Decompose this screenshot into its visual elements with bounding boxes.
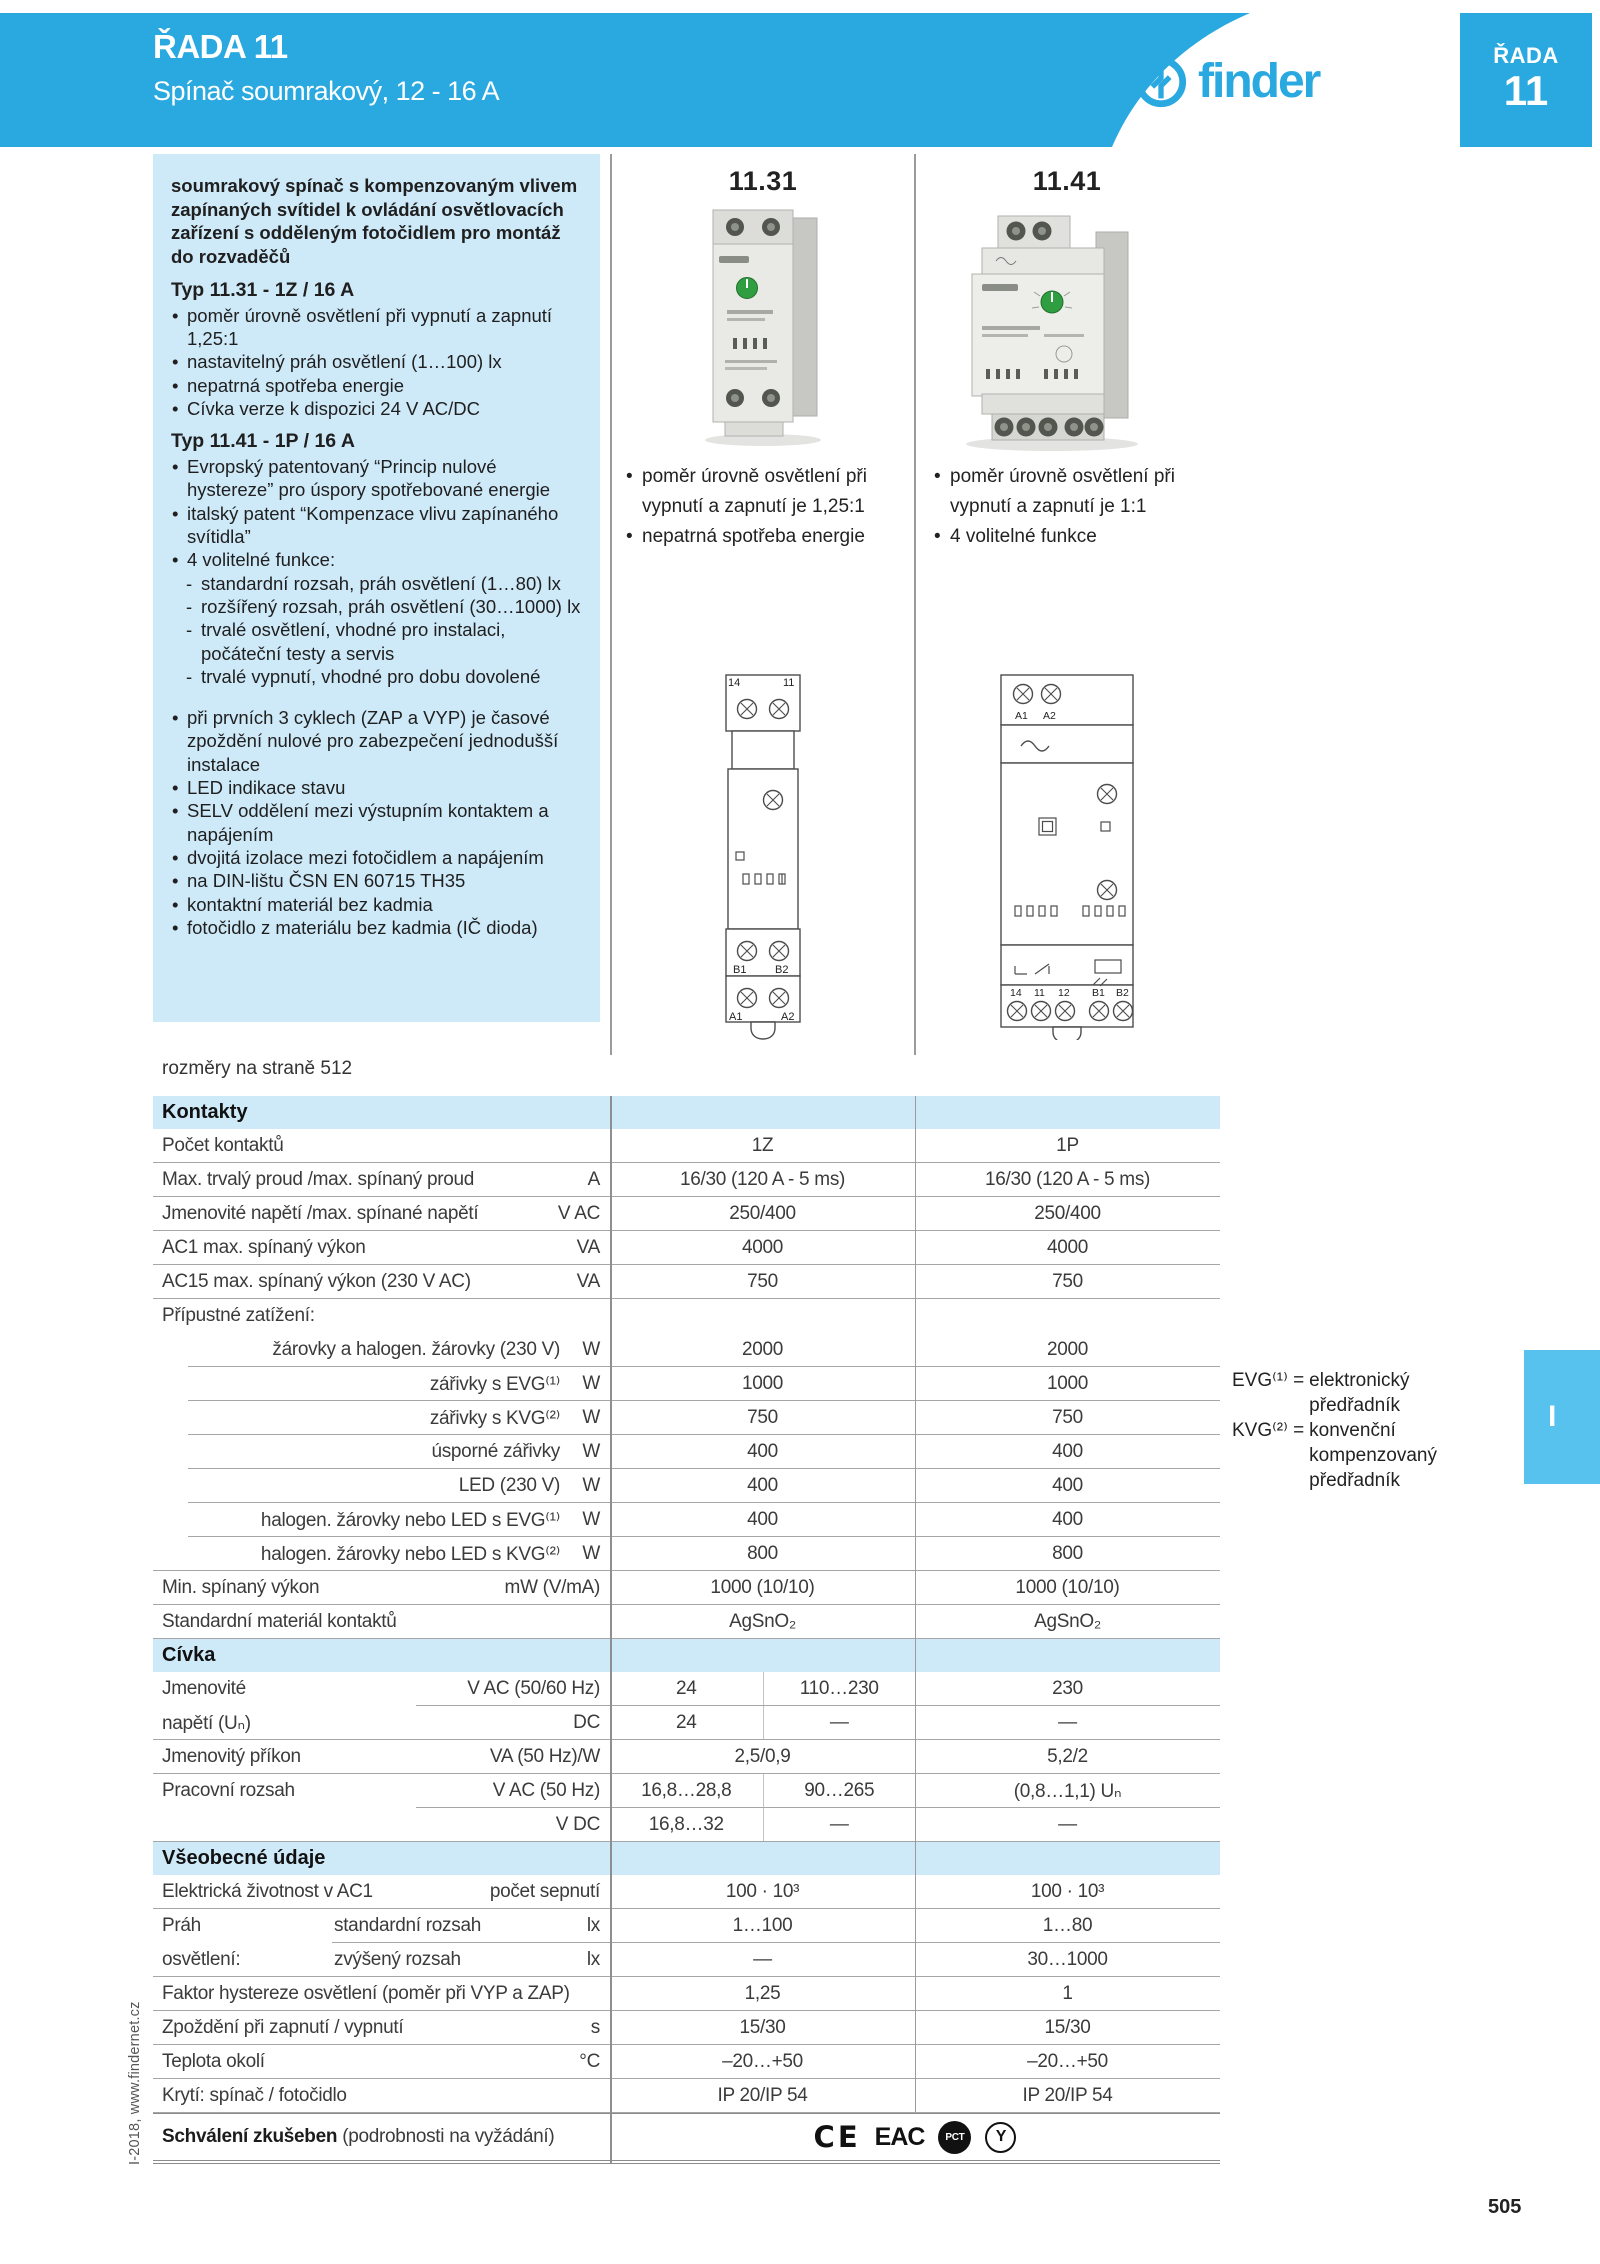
table-row (153, 1367, 1220, 1401)
terminal-label: B1 (733, 964, 747, 976)
table-cell: 250/400 (1034, 1203, 1101, 1224)
intro-item: - standardní rozsah, práh osvětlení (1…80) lx (171, 572, 586, 595)
pct-mark (938, 2121, 971, 2154)
row-unit: V AC (557, 1203, 600, 1224)
row-unit: W (582, 1441, 600, 1462)
intro-list (171, 304, 586, 420)
row-unit: V AC (50 Hz) (492, 1780, 600, 1801)
intro-item: • fotočidlo z materiálu bez kadmia (IČ dioda) (171, 916, 586, 939)
row-label-zone (153, 1537, 610, 1571)
row-label: Teplota okolí (162, 2051, 265, 2072)
table-cell: 4000 (1046, 1237, 1089, 1258)
intro-item: • LED indikace stavu (171, 776, 586, 799)
intro-item: • nepatrná spotřeba energie (171, 374, 586, 397)
intro-item: • SELV oddělení mezi výstupním kontaktem a napájením (171, 799, 586, 846)
row-label-zone (153, 1401, 610, 1435)
table-vertical-rule (610, 1096, 612, 2164)
table-cell: –20…+50 (722, 2051, 803, 2072)
table-cell: 230 (1052, 1678, 1083, 1699)
table-cell: 1000 (10/10) (1015, 1577, 1120, 1598)
row-label-zone (153, 1231, 610, 1265)
table-row (153, 1435, 1220, 1469)
row-unit: DC (573, 1712, 600, 1733)
ballast-term: EVG⁽¹⁾ = (1232, 1370, 1305, 1391)
table-row (153, 1265, 1220, 1299)
page-number: 505 (1488, 2196, 1522, 2218)
row-label: Max. trvalý proud /max. spínaný proud (162, 1169, 475, 1190)
product-bullet: • poměr úrovně osvětlení při vypnutí a zapnutí je 1:1 (933, 462, 1219, 522)
table-row (153, 1909, 1220, 1943)
intro-item: - trvalé vypnutí, vhodné pro dobu dovolené (171, 665, 586, 688)
row-label: Práh (162, 1915, 201, 1936)
table-cell: 1000 (741, 1373, 784, 1394)
column-divider-1 (610, 154, 612, 1055)
intro-item: • 4 volitelné funkce: (171, 548, 586, 571)
table-cell (610, 2114, 1220, 2160)
eac-mark (875, 2123, 925, 2152)
row-label-zone (153, 1672, 610, 1706)
row-label: Schválení zkušeben (162, 2126, 338, 2147)
row-label: Jmenovitý příkon (162, 1746, 301, 1767)
table-cell: 400 (747, 1475, 778, 1496)
intro-list (171, 706, 586, 939)
row-label: Min. spínaný výkon (162, 1577, 320, 1598)
column-divider-2 (914, 154, 916, 1055)
table-cell (915, 1299, 1220, 1333)
table-row (153, 2011, 1220, 2045)
table-cell: AgSnO₂ (1034, 1611, 1101, 1632)
table-cell: 16/30 (120 A - 5 ms) (679, 1169, 846, 1190)
table-row (153, 1875, 1220, 1909)
row-unit: lx (586, 1915, 600, 1936)
table-row (153, 1299, 1220, 1333)
product-model-1141: 11.41 (1032, 166, 1102, 196)
terminal-label: A1 (729, 1011, 743, 1023)
table-cell: 1…100 (732, 1915, 793, 1936)
table-cell: 750 (1052, 1271, 1083, 1292)
table-row (153, 1469, 1220, 1503)
product-bullet: • nepatrná spotřeba energie (625, 522, 911, 552)
ukrsepro-mark (985, 2122, 1016, 2153)
row-label: Počet kontaktů (162, 1135, 284, 1156)
section-header (153, 1639, 1220, 1672)
terminal-label: 11 (783, 677, 795, 689)
table-cell: IP 20/IP 54 (1022, 2085, 1113, 2106)
row-label: Zpoždění při zapnutí / vypnutí (162, 2017, 404, 2038)
row-label: AC15 max. spínaný výkon (230 V AC) (162, 1271, 471, 1292)
product-bullets-1131 (625, 462, 911, 552)
row-label: zářivky s KVG⁽²⁾ (429, 1407, 560, 1429)
table-cell: — (753, 1949, 772, 1970)
brand-logo (1134, 54, 1319, 109)
table-row (153, 2045, 1220, 2079)
row-unit: A (587, 1169, 600, 1190)
table-cell: 750 (747, 1407, 778, 1428)
row-sublabel: standardní rozsah (334, 1915, 481, 1936)
table-row (153, 1672, 1220, 1706)
ballast-def: konvenční kompenzovaný předřadník (1309, 1420, 1437, 1492)
table-cell: 30…1000 (1027, 1949, 1108, 1970)
series-tab (1460, 13, 1592, 147)
table-cell: — (763, 1808, 916, 1842)
table-row (153, 1774, 1220, 1808)
product-bullet: • poměr úrovně osvětlení při vypnutí a zapnutí je 1,25:1 (625, 462, 911, 522)
table-row (153, 1503, 1220, 1537)
row-unit: W (582, 1475, 600, 1496)
terminal-label: 14 (1010, 987, 1022, 999)
row-label: Pracovní rozsah (162, 1780, 295, 1801)
table-cell: 4000 (741, 1237, 784, 1258)
section-title: Cívka (162, 1644, 216, 1666)
row-label-note: (podrobnosti na vyžádání) (342, 2126, 555, 2147)
table-cell: 90…265 (763, 1774, 916, 1808)
terminal-label: B2 (1116, 987, 1129, 999)
section-header (153, 1096, 1220, 1129)
table-cell: 100 · 10³ (725, 1881, 800, 1902)
table-cell: AgSnO₂ (729, 1611, 796, 1632)
row-label-zone (153, 1943, 610, 1977)
table-cell: — (1058, 1814, 1077, 1835)
series-tab-label: ŘADA (1493, 43, 1559, 68)
table-row (153, 1740, 1220, 1774)
table-cell: 16,8…32 (648, 1814, 724, 1835)
row-label-zone (153, 1571, 610, 1605)
table-cell: 750 (1052, 1407, 1083, 1428)
row-label-zone (153, 2114, 610, 2160)
intro-panel (153, 154, 600, 1022)
table-row (153, 1401, 1220, 1435)
terminal-label: B2 (775, 964, 789, 976)
row-unit: mW (V/mA) (504, 1577, 600, 1598)
table-row (153, 1571, 1220, 1605)
intro-item: • na DIN-lištu ČSN EN 60715 TH35 (171, 869, 586, 892)
table-cell: –20…+50 (1027, 2051, 1108, 2072)
table-vertical-rule (915, 1096, 916, 2112)
row-label-zone (153, 1503, 610, 1537)
table-row (153, 1706, 1220, 1740)
intro-item: • Cívka verze k dispozici 24 V AC/DC (171, 397, 586, 420)
table-cell: 1000 (1046, 1373, 1089, 1394)
row-label: Elektrická životnost v AC1 (162, 1881, 373, 1902)
table-row (153, 2079, 1220, 2113)
intro-item: - rozšířený rozsah, práh osvětlení (30…1000) lx (171, 595, 586, 618)
intro-item: • při prvních 3 cyklech (ZAP a VYP) je časové zpoždění nulové pro zabezpečení jednodušší instalace (171, 706, 586, 776)
intro-list (171, 455, 586, 688)
product-bullet: • 4 volitelné funkce (933, 522, 1219, 552)
row-label-zone (153, 1129, 610, 1163)
row-label-zone (153, 1740, 610, 1774)
mark-label: EAC (874, 2122, 925, 2151)
table-cell (610, 1299, 915, 1333)
row-label-zone (153, 2079, 610, 2113)
table-cell: 2000 (741, 1339, 784, 1360)
intro-item: • Evropský patentovaný “Princip nulové hystereze” pro úspory spotřebované energie (171, 455, 586, 502)
table-cell: 750 (747, 1271, 778, 1292)
row-label: žárovky a halogen. žárovky (230 V) (272, 1339, 560, 1360)
page-subtitle: Spínač soumrakový, 12 - 16 A (153, 76, 500, 106)
intro-item: • nastavitelný práh osvětlení (1…100) lx (171, 350, 586, 373)
row-label-zone (153, 1774, 610, 1808)
intro-blocks (171, 279, 586, 939)
table-row (153, 1537, 1220, 1571)
row-label: osvětlení: (162, 1949, 241, 1970)
terminal-label: 12 (1058, 987, 1070, 999)
table-cell: 16/30 (120 A - 5 ms) (984, 1169, 1151, 1190)
row-unit: lx (586, 1949, 600, 1970)
table-cell: 16,8…28,8 (641, 1780, 732, 1801)
table-row (153, 2113, 1220, 2164)
table-cell: (0,8…1,1) Uₙ (1013, 1780, 1122, 1802)
table-row (153, 1605, 1220, 1639)
table-cell: 800 (747, 1543, 778, 1564)
row-label-zone (153, 1265, 610, 1299)
product-photo-1131 (697, 200, 833, 450)
mark-label: PCT (945, 2131, 965, 2143)
product-model-1131: 11.31 (728, 166, 798, 196)
row-label-zone (153, 1977, 610, 2011)
section-index-tab (1524, 1350, 1600, 1484)
table-cell: 400 (747, 1441, 778, 1462)
intro-item: • poměr úrovně osvětlení při vypnutí a zapnutí 1,25:1 (171, 304, 586, 351)
ballast-note-kvg (1232, 1418, 1442, 1493)
dimensions-note: rozměry na straně 512 (162, 1058, 353, 1079)
table-row (153, 1333, 1220, 1367)
row-unit: s (590, 2017, 600, 2038)
imprint-note: I-2018, www.findernet.cz (127, 2001, 143, 2165)
row-label: AC1 max. spínaný výkon (162, 1237, 366, 1258)
row-label-zone (153, 2045, 610, 2079)
table-cell: 2,5/0,9 (734, 1746, 791, 1767)
row-unit: °C (579, 2051, 600, 2072)
row-label-zone (153, 1435, 610, 1469)
row-unit: VA (576, 1271, 600, 1292)
row-unit: VA (50 Hz)/W (489, 1746, 600, 1767)
table-row (153, 1943, 1220, 1977)
section-header (153, 1842, 1220, 1875)
row-label: halogen. žárovky nebo LED s KVG⁽²⁾ (260, 1543, 560, 1565)
brand-name: finder (1198, 55, 1320, 108)
row-label: Jmenovité napětí /max. spínané napětí (162, 1203, 479, 1224)
row-label-zone (153, 1706, 610, 1740)
table-row (153, 1197, 1220, 1231)
table-cell: 2000 (1046, 1339, 1089, 1360)
terminal-label: A1 (1015, 710, 1028, 722)
row-label-zone (153, 1605, 610, 1639)
row-label-zone (153, 1197, 610, 1231)
row-label-zone (153, 1909, 610, 1943)
table-cell: 1Z (751, 1135, 774, 1156)
terminal-label: 14 (728, 677, 741, 689)
table-cell: — (763, 1706, 916, 1740)
table-cell: 1P (1056, 1135, 1079, 1156)
brand-emblem-icon (1134, 55, 1188, 109)
intro-item: • kontaktní materiál bez kadmia (171, 893, 586, 916)
mark-label: CE (813, 2120, 861, 2154)
ballast-note (1232, 1368, 1442, 1493)
table-cell: 5,2/2 (1047, 1746, 1088, 1767)
ballast-def: elektronický předřadník (1309, 1370, 1410, 1417)
ballast-note-evg (1232, 1368, 1442, 1418)
table-row (153, 1129, 1220, 1163)
row-label-zone (153, 1875, 610, 1909)
row-unit: V AC (50/60 Hz) (467, 1678, 600, 1699)
row-label-zone (153, 1367, 610, 1401)
table-cell: 250/400 (729, 1203, 796, 1224)
table-cell: 24 (675, 1678, 697, 1699)
row-unit: W (582, 1509, 600, 1530)
row-label: Přípustné zatížení: (162, 1305, 315, 1326)
spec-table (153, 1096, 1220, 2164)
row-divider (153, 1841, 1220, 1842)
row-unit: počet sepnutí (489, 1881, 600, 1902)
row-label: Faktor hystereze osvětlení (poměr při VYP a ZAP) (162, 1983, 570, 2004)
terminal-label: B1 (1092, 987, 1105, 999)
row-label: halogen. žárovky nebo LED s EVG⁽¹⁾ (260, 1509, 560, 1531)
table-cell: 100 · 10³ (1030, 1881, 1105, 1902)
intro-block-title: Typ 11.31 - 1Z / 16 A (171, 278, 355, 301)
intro-item: • dvojitá izolace mezi fotočidlem a napájením (171, 846, 586, 869)
terminal-label: A2 (781, 1011, 795, 1023)
intro-item: - trvalé osvětlení, vhodné pro instalaci, počáteční testy a servis (171, 618, 586, 665)
row-label-zone (153, 1808, 610, 1842)
table-cell: 1 (1062, 1983, 1073, 2004)
table-row (153, 1977, 1220, 2011)
row-label: zářivky s EVG⁽¹⁾ (429, 1373, 560, 1395)
intro-item: • italský patent “Kompenzace vlivu zapínaného svítidla” (171, 502, 586, 549)
section-title: Kontakty (162, 1101, 248, 1123)
row-label-zone (153, 1163, 610, 1197)
row-label: úsporné zářivky (431, 1441, 560, 1462)
table-cell: 1000 (10/10) (710, 1577, 815, 1598)
table-cell: 800 (1052, 1543, 1083, 1564)
row-label: LED (230 V) (458, 1475, 560, 1496)
section-title: Všeobecné údaje (162, 1847, 326, 1869)
row-label-zone (153, 1333, 610, 1367)
table-cell: 400 (747, 1509, 778, 1530)
row-unit: W (582, 1339, 600, 1360)
terminal-label: A2 (1043, 710, 1056, 722)
row-divider (153, 1638, 1220, 1639)
ce-mark (814, 2120, 861, 2154)
table-cell: 15/30 (739, 2017, 786, 2038)
table-row (153, 1231, 1220, 1265)
table-cell: 15/30 (1044, 2017, 1091, 2038)
table-cell: IP 20/IP 54 (717, 2085, 808, 2106)
row-sublabel: zvýšený rozsah (334, 1949, 461, 1970)
mark-label: Y (995, 2128, 1007, 2145)
row-unit: W (582, 1373, 600, 1394)
row-unit: W (582, 1543, 600, 1564)
table-cell: 24 (675, 1712, 697, 1733)
intro-block-title: Typ 11.41 - 1P / 16 A (171, 430, 355, 453)
intro-lead: soumrakový spínač s kompenzovaným vlivem zapínaných svítidel k ovládání osvětlovacích zařízení s odděleným fotočidlem pro montáž do rozvaděčů (171, 175, 578, 268)
table-cell: 400 (1052, 1509, 1083, 1530)
row-unit: VA (576, 1237, 600, 1258)
row-label-zone (153, 1299, 610, 1333)
table-row (153, 1163, 1220, 1197)
series-tab-number: 11 (1503, 67, 1549, 114)
section-index-letter: I (1548, 1400, 1557, 1433)
row-label: napětí (Uₙ) (162, 1712, 251, 1734)
table-cell: 1…80 (1042, 1915, 1093, 1936)
table-cell: — (1058, 1712, 1077, 1733)
table-cell: 400 (1052, 1475, 1083, 1496)
table-cell: 400 (1052, 1441, 1083, 1462)
row-label: Jmenovité (162, 1678, 246, 1699)
row-unit: V DC (555, 1814, 600, 1835)
terminal-label: 11 (1034, 987, 1045, 999)
row-label: Krytí: spínač / fotočidlo (162, 2085, 347, 2106)
technical-drawing-1141 (997, 672, 1137, 1040)
product-photo-1141 (940, 208, 1164, 452)
table-row (153, 1808, 1220, 1842)
ballast-term: KVG⁽²⁾ = (1232, 1420, 1305, 1442)
row-label-zone (153, 1469, 610, 1503)
row-label-zone (153, 2011, 610, 2045)
table-cell: 110…230 (763, 1672, 916, 1706)
technical-drawing-1131 (723, 672, 803, 1040)
row-unit: W (582, 1407, 600, 1428)
page-title: ŘADA 11 (153, 28, 288, 65)
row-label: Standardní materiál kontaktů (162, 1611, 397, 1632)
product-bullets-1141 (933, 462, 1219, 552)
table-cell: 1,25 (744, 1983, 781, 2004)
